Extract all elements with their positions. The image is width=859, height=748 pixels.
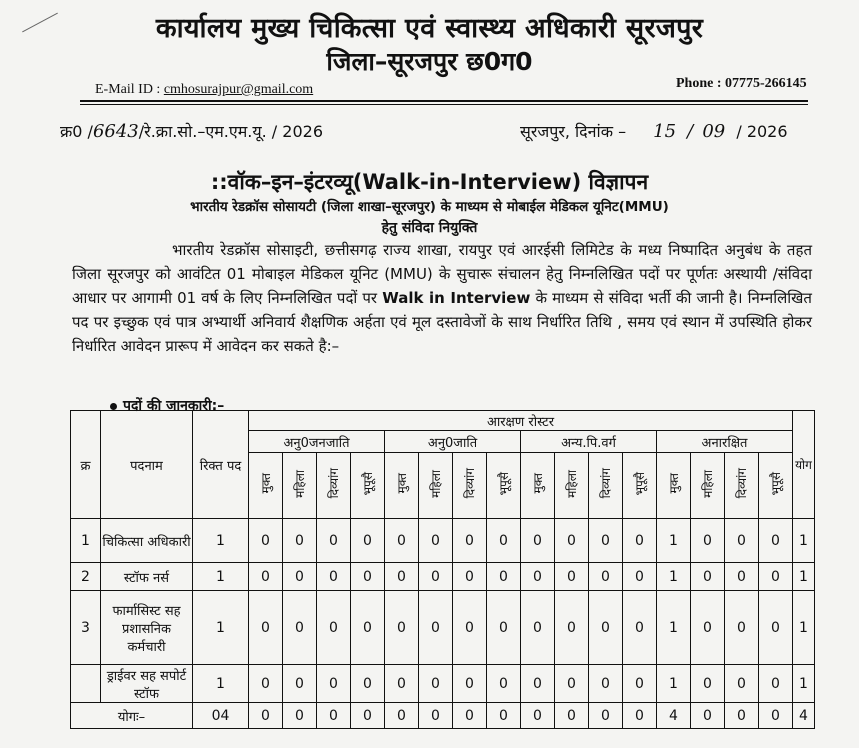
roster-value-cell: 0 bbox=[283, 519, 317, 563]
total-roster-cell: 0 bbox=[691, 703, 725, 729]
notice-paragraph: भारतीय रेडक्रॉस सोसाइटी, छत्तीसगढ़ राज्य शाखा, रायपुर एवं आरईसी लिमिटेड के मध्य निष्पादित अनुबंध के तहत जिला सूरजपुर को आवंटित 01 मोबाइल मेडिकल यूनिट (MMU) के सुचारू संचालन हेतु निम्नलिखित पदों पर पूर्णतः अस्थायी /संविदा आधार पर आगामी 01 वर्ष के लिए निम्नलिखित पदों पर Walk in Interview के माध्यम से संविदा भर्ती की जानी है। निम्नलिखित पद पर इच्छुक एवं पात्र अभ्यार्थी अनिवार्य शैक्षणिक अर्हता एवं मूल दस्तावेजों के साथ निर्धारित तिथि , समय एवं स्थान में उपस्थिति होकर निर्धारित आवेदन प्रारूप में आवेदन कर सकते है:– bbox=[72, 241, 812, 355]
header-subcategory: महिला bbox=[555, 453, 589, 519]
roster-value-cell: 0 bbox=[521, 591, 555, 665]
roster-value-cell: 0 bbox=[351, 591, 385, 665]
roster-value-cell: 0 bbox=[385, 665, 419, 703]
roster-value-cell: 0 bbox=[555, 519, 589, 563]
serial-cell: 2 bbox=[71, 563, 101, 591]
district-title: जिला–सूरजपुर छ0ग0 bbox=[326, 47, 533, 76]
roster-value-cell: 0 bbox=[453, 519, 487, 563]
total-roster-cell: 0 bbox=[419, 703, 453, 729]
reference-number-line: क्र0 /6643/रे.क्रा.सो.–एम.एम.यू. / 2026 bbox=[60, 121, 324, 142]
total-roster-cell: 0 bbox=[623, 703, 657, 729]
roster-value-cell: 0 bbox=[691, 519, 725, 563]
table-row bbox=[71, 563, 815, 591]
total-roster-cell: 0 bbox=[283, 703, 317, 729]
date-month: 09 bbox=[702, 121, 726, 142]
date-line: सूरजपुर, दिनांक – 15 / 09 / 2026 bbox=[520, 121, 788, 142]
roster-value-cell: 0 bbox=[317, 665, 351, 703]
total-roster-cell: 0 bbox=[351, 703, 385, 729]
total-cell: 1 bbox=[793, 665, 815, 703]
roster-value-cell: 0 bbox=[759, 519, 793, 563]
roster-value-cell: 1 bbox=[657, 519, 691, 563]
roster-value-cell: 0 bbox=[487, 519, 521, 563]
roster-value-cell: 0 bbox=[283, 563, 317, 591]
serial-cell: 1 bbox=[71, 519, 101, 563]
header-subcategory: दिव्यांग bbox=[589, 453, 623, 519]
roster-value-cell: 0 bbox=[249, 563, 283, 591]
total-cell: 1 bbox=[793, 563, 815, 591]
header-vacancy: रिक्त पद bbox=[193, 411, 249, 519]
table-row bbox=[71, 519, 815, 563]
total-roster-cell: 0 bbox=[521, 703, 555, 729]
roster-value-cell: 0 bbox=[555, 591, 589, 665]
roster-value-cell: 0 bbox=[419, 563, 453, 591]
roster-value-cell: 0 bbox=[385, 563, 419, 591]
roster-value-cell: 0 bbox=[623, 665, 657, 703]
roster-value-cell: 0 bbox=[521, 519, 555, 563]
roster-value-cell: 0 bbox=[623, 563, 657, 591]
header-group: अनु0जनजाति bbox=[249, 431, 385, 453]
roster-value-cell: 0 bbox=[249, 591, 283, 665]
posts-table bbox=[70, 410, 815, 729]
header-divider bbox=[80, 100, 808, 102]
total-label: योगः– bbox=[71, 703, 193, 729]
header-total: योग bbox=[793, 411, 815, 519]
roster-value-cell: 0 bbox=[249, 665, 283, 703]
total-roster-cell: 0 bbox=[589, 703, 623, 729]
total-roster-cell: 0 bbox=[725, 703, 759, 729]
post-name-cell: स्टॉफ नर्स bbox=[101, 563, 193, 591]
roster-value-cell: 0 bbox=[351, 665, 385, 703]
total-vacancy-cell: 04 bbox=[193, 703, 249, 729]
roster-value-cell: 1 bbox=[657, 563, 691, 591]
bullet-icon bbox=[110, 403, 117, 410]
total-cell: 1 bbox=[793, 591, 815, 665]
vacancy-cell: 1 bbox=[193, 665, 249, 703]
header-subcategory: मुक्त bbox=[657, 453, 691, 519]
roster-value-cell: 0 bbox=[589, 665, 623, 703]
roster-value-cell: 1 bbox=[657, 665, 691, 703]
vacancy-cell: 1 bbox=[193, 591, 249, 665]
header-reservation: आरक्षण रोस्टर bbox=[249, 411, 793, 431]
total-roster-cell: 0 bbox=[759, 703, 793, 729]
date-day: 15 bbox=[653, 121, 677, 142]
roster-value-cell: 0 bbox=[351, 563, 385, 591]
roster-value-cell: 0 bbox=[487, 591, 521, 665]
roster-value-cell: 0 bbox=[691, 665, 725, 703]
total-roster-cell: 0 bbox=[317, 703, 351, 729]
header-subcategory: दिव्यांग bbox=[453, 453, 487, 519]
roster-value-cell: 0 bbox=[453, 591, 487, 665]
roster-value-cell: 0 bbox=[759, 591, 793, 665]
phone-number: Phone : 07775-266145 bbox=[676, 76, 807, 91]
header-subcategory: महिला bbox=[691, 453, 725, 519]
header-divider-thin bbox=[80, 104, 808, 105]
vacancy-cell: 1 bbox=[193, 519, 249, 563]
post-name-cell: चिकित्सा अधिकारी bbox=[101, 519, 193, 563]
roster-value-cell: 0 bbox=[725, 591, 759, 665]
roster-value-cell: 1 bbox=[657, 591, 691, 665]
header-post: पदनाम bbox=[101, 411, 193, 519]
total-roster-cell: 0 bbox=[385, 703, 419, 729]
grand-total-cell: 4 bbox=[793, 703, 815, 729]
notice-subtitle: भारतीय रेडक्रॉस सोसायटी (जिला शाखा–सूरजपुर) के माध्यम से मोबाईल मेडिकल यूनिट(MMU) bbox=[190, 199, 669, 215]
roster-value-cell: 0 bbox=[589, 519, 623, 563]
roster-value-cell: 0 bbox=[419, 591, 453, 665]
roster-value-cell: 0 bbox=[249, 519, 283, 563]
total-cell: 1 bbox=[793, 519, 815, 563]
serial-cell: 3 bbox=[71, 591, 101, 665]
roster-value-cell: 0 bbox=[759, 563, 793, 591]
header-subcategory: भूपूसै bbox=[623, 453, 657, 519]
header-group: अन्य.पि.वर्ग bbox=[521, 431, 657, 453]
total-roster-cell: 0 bbox=[453, 703, 487, 729]
header-subcategory: दिव्यांग bbox=[725, 453, 759, 519]
header-group: अनारक्षित bbox=[657, 431, 793, 453]
roster-value-cell: 0 bbox=[385, 519, 419, 563]
roster-value-cell: 0 bbox=[623, 591, 657, 665]
header-subcategory: मुक्त bbox=[521, 453, 555, 519]
header-subcategory: भूपूसै bbox=[759, 453, 793, 519]
total-roster-cell: 0 bbox=[487, 703, 521, 729]
header-subcategory: दिव्यांग bbox=[317, 453, 351, 519]
header-subcategory: भूपूसै bbox=[351, 453, 385, 519]
posts-heading: पदों की जानकारी:– bbox=[110, 396, 224, 415]
roster-value-cell: 0 bbox=[453, 563, 487, 591]
serial-cell bbox=[71, 665, 101, 703]
roster-value-cell: 0 bbox=[725, 563, 759, 591]
roster-value-cell: 0 bbox=[521, 665, 555, 703]
roster-value-cell: 0 bbox=[419, 519, 453, 563]
vacancy-cell: 1 bbox=[193, 563, 249, 591]
roster-value-cell: 0 bbox=[317, 591, 351, 665]
roster-value-cell: 0 bbox=[283, 591, 317, 665]
roster-value-cell: 0 bbox=[453, 665, 487, 703]
roster-value-cell: 0 bbox=[521, 563, 555, 591]
email-link[interactable]: cmhosurajpur@gmail.com bbox=[163, 82, 314, 97]
office-title: कार्यालय मुख्य चिकित्सा एवं स्वास्थ्य अधिकारी सूरजपुर bbox=[155, 13, 704, 44]
total-roster-cell: 0 bbox=[555, 703, 589, 729]
roster-value-cell: 0 bbox=[691, 563, 725, 591]
roster-value-cell: 0 bbox=[385, 591, 419, 665]
total-roster-cell: 4 bbox=[657, 703, 691, 729]
header-subcategory: मुक्त bbox=[249, 453, 283, 519]
post-name-cell: फार्मासिस्ट सह प्रशासनिक कर्मचारी bbox=[101, 591, 193, 665]
total-row bbox=[71, 703, 815, 729]
post-name-cell: ड्राईवर सह सपोर्ट स्टॉफ bbox=[101, 665, 193, 703]
roster-value-cell: 0 bbox=[317, 519, 351, 563]
reference-number: 6643 bbox=[92, 121, 139, 142]
header-serial: क्र bbox=[71, 411, 101, 519]
notice-subtitle-2: हेतु संविदा नियुक्ति bbox=[381, 220, 478, 236]
roster-value-cell: 0 bbox=[351, 519, 385, 563]
notice-title: ::वॉक–इन–इंटरव्यू(Walk-in-Interview) विज्ञापन bbox=[210, 170, 649, 194]
header-subcategory: मुक्त bbox=[385, 453, 419, 519]
header-subcategory: भूपूसै bbox=[487, 453, 521, 519]
header-subcategory: महिला bbox=[283, 453, 317, 519]
roster-value-cell: 0 bbox=[487, 665, 521, 703]
roster-value-cell: 0 bbox=[725, 519, 759, 563]
roster-value-cell: 0 bbox=[317, 563, 351, 591]
roster-value-cell: 0 bbox=[487, 563, 521, 591]
roster-value-cell: 0 bbox=[623, 519, 657, 563]
roster-value-cell: 0 bbox=[419, 665, 453, 703]
roster-value-cell: 0 bbox=[589, 591, 623, 665]
header-subcategory: महिला bbox=[419, 453, 453, 519]
header-group: अनु0जाति bbox=[385, 431, 521, 453]
table-row bbox=[71, 665, 815, 703]
roster-value-cell: 0 bbox=[555, 563, 589, 591]
total-roster-cell: 0 bbox=[249, 703, 283, 729]
roster-value-cell: 0 bbox=[555, 665, 589, 703]
roster-value-cell: 0 bbox=[725, 665, 759, 703]
roster-value-cell: 0 bbox=[759, 665, 793, 703]
roster-value-cell: 0 bbox=[691, 591, 725, 665]
roster-value-cell: 0 bbox=[283, 665, 317, 703]
email-line bbox=[95, 82, 313, 98]
roster-value-cell: 0 bbox=[589, 563, 623, 591]
email-label: E-Mail ID : bbox=[95, 82, 161, 97]
table-row bbox=[71, 591, 815, 665]
